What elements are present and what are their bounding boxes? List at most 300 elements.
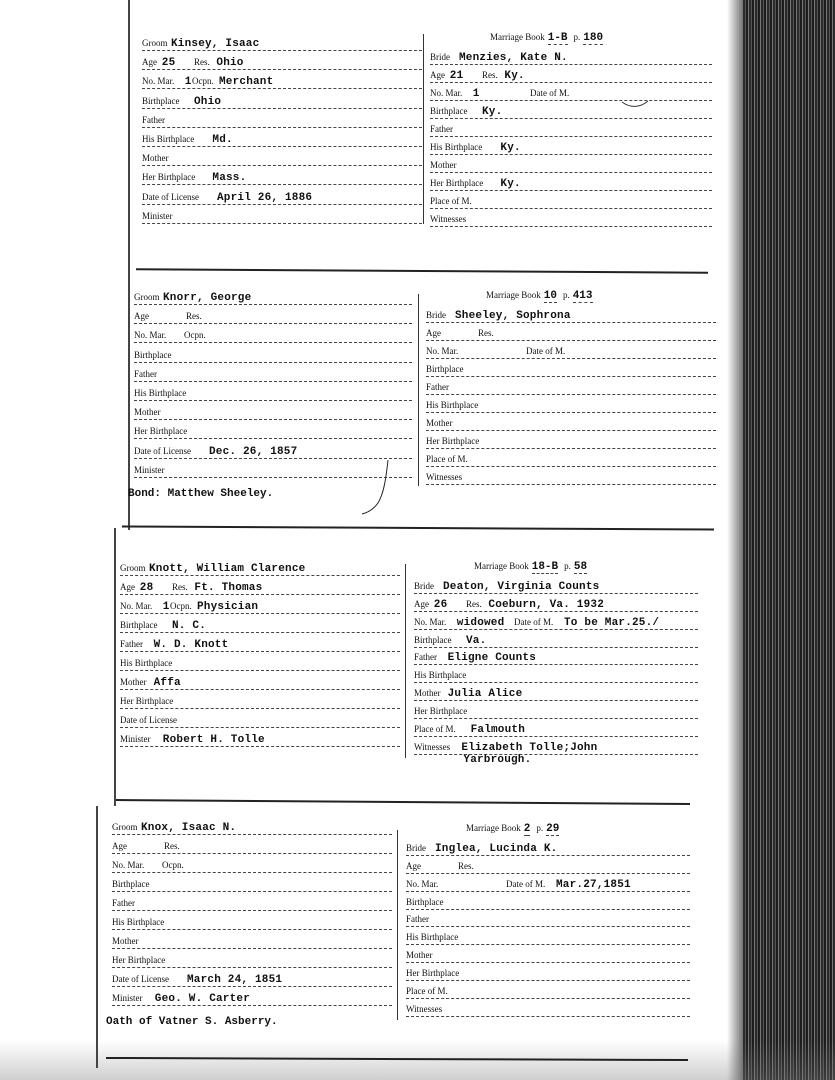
father-label: Father <box>142 114 165 125</box>
her-birthplace-label: Her Birthplace <box>112 955 166 965</box>
place-of-m-label: Place of M. <box>430 196 472 207</box>
pen-stroke <box>620 98 650 110</box>
bride-value: Menzies, Kate N. <box>459 52 568 64</box>
dotted-rule <box>426 376 716 377</box>
her-birthplace-row <box>112 955 392 969</box>
bride-row <box>414 581 698 595</box>
b-his-birthplace-label: His Birthplace <box>414 670 467 681</box>
bride-label: Bride <box>430 52 450 62</box>
place-of-m-row <box>406 986 690 1000</box>
ocpn-value: Merchant <box>219 76 274 89</box>
dotted-rule <box>112 986 392 987</box>
bride-row <box>426 310 716 324</box>
dotted-rule <box>120 708 400 709</box>
b-his-birthplace-value: Ky. <box>500 142 521 155</box>
dotted-rule <box>406 980 690 981</box>
place-of-m-label: Place of M. <box>426 454 468 465</box>
b-her-birthplace-label: Her Birthplace <box>414 706 468 717</box>
minister-label: Minister <box>120 734 151 744</box>
dotted-rule <box>142 165 422 166</box>
his-birthplace-row <box>142 134 422 148</box>
res-value: Ft. Thomas <box>194 582 263 594</box>
b-age-label: Age <box>414 598 429 609</box>
date-of-license-value: Dec. 26, 1857 <box>209 445 298 458</box>
father-row <box>120 639 400 653</box>
dotted-rule <box>426 340 716 341</box>
age-row <box>120 582 400 596</box>
dotted-rule <box>426 412 716 413</box>
bride-row <box>430 52 712 66</box>
pen-stroke <box>358 458 398 518</box>
page-left-rule <box>114 528 116 806</box>
bride-label: Bride <box>426 310 446 320</box>
date-of-license-row <box>112 974 392 988</box>
dotted-rule <box>414 754 698 755</box>
mother-row <box>112 936 392 950</box>
dotted-rule <box>426 358 716 359</box>
b-father-label: Father <box>426 382 449 393</box>
marriage-book-page: 413 <box>572 290 593 302</box>
birthplace-value: N. C. <box>172 620 207 632</box>
dotted-rule <box>134 362 412 363</box>
date-of-license-row <box>120 715 400 729</box>
b-his-birthplace-row <box>430 142 712 156</box>
marriage-book-page: 29 <box>546 823 560 835</box>
dotted-rule <box>134 419 412 420</box>
dotted-rule <box>406 998 690 999</box>
groom-label: Groom <box>134 292 160 302</box>
ocpn-label: Ocpn. <box>184 330 206 341</box>
b-her-birthplace-label: Her Birthplace <box>406 968 460 979</box>
b-her-birthplace-row <box>426 436 716 450</box>
dotted-rule <box>112 948 392 949</box>
b-father-label: Father <box>430 124 453 135</box>
dotted-rule <box>430 64 712 65</box>
b-age-row <box>414 599 698 613</box>
groom-row <box>142 38 422 52</box>
father-label: Father <box>112 898 135 908</box>
marriage-book-label: Marriage Book <box>466 823 521 833</box>
birthplace-label: Birthplace <box>142 95 180 106</box>
page-label: p. <box>564 561 571 571</box>
b-age-label: Age <box>430 70 445 81</box>
date-of-license-row <box>142 192 422 206</box>
b-age-value: 26 <box>433 598 448 611</box>
res-label: Res. <box>194 57 210 68</box>
dotted-rule <box>112 834 392 835</box>
marriage-book-ref <box>490 32 603 44</box>
b-mother-value: Julia Alice <box>447 688 523 701</box>
birthplace-label: Birthplace <box>120 620 158 630</box>
no-mar-row <box>120 601 400 615</box>
dotted-rule <box>430 82 712 83</box>
column-divider <box>405 564 406 758</box>
dotted-rule <box>142 204 422 205</box>
dotted-rule <box>142 223 422 224</box>
mother-label: Mother <box>142 153 169 164</box>
marriage-book-page: 180 <box>583 32 604 44</box>
his-birthplace-row <box>120 658 400 672</box>
mother-label: Mother <box>134 407 161 418</box>
b-father-label: Father <box>414 652 437 663</box>
groom-label: Groom <box>120 563 146 573</box>
dotted-rule <box>112 1005 392 1006</box>
date-of-license-label: Date of License <box>134 445 191 456</box>
birthplace-row <box>112 879 392 893</box>
father-row <box>134 369 412 383</box>
groom-row <box>134 292 412 306</box>
witnesses-value-line2: Yarbrough. <box>463 753 532 766</box>
dotted-rule <box>414 700 698 701</box>
minister-value: Robert H. Tolle <box>162 734 265 746</box>
dotted-rule <box>406 944 690 945</box>
date-of-license-label: Date of License <box>142 191 199 202</box>
no-mar-row <box>134 330 412 344</box>
dotted-rule <box>120 727 400 728</box>
no-mar-label: No. Mar. <box>120 601 153 611</box>
dotted-rule <box>134 381 412 382</box>
her-birthplace-label: Her Birthplace <box>142 172 196 183</box>
birthplace-row <box>142 96 422 110</box>
dotted-rule <box>414 718 698 719</box>
b-her-birthplace-row <box>414 706 698 720</box>
dotted-rule <box>112 910 392 911</box>
dotted-rule <box>430 136 712 137</box>
bride-label: Bride <box>406 843 426 853</box>
mother-label: Mother <box>120 677 147 687</box>
card-separator <box>116 799 690 805</box>
dotted-rule <box>142 127 422 128</box>
b-age-label: Age <box>426 328 441 339</box>
b-res-value: Ky. <box>504 70 525 83</box>
place-of-m-label: Place of M. <box>406 985 448 996</box>
age-row <box>112 841 392 855</box>
witnesses-label: Witnesses <box>426 472 463 483</box>
b-her-birthplace-row <box>430 178 712 192</box>
witnesses-row <box>406 1004 690 1018</box>
date-of-m-value: Mar.27,1851 <box>556 878 631 891</box>
b-father-row <box>406 914 690 928</box>
minister-label: Minister <box>134 464 165 475</box>
marriage-book-number: 2 <box>523 823 531 835</box>
b-no-mar-label: No. Mar. <box>406 878 439 889</box>
dotted-rule <box>112 967 392 968</box>
groom-value: Knott, William Clarence <box>149 563 306 575</box>
date-of-m-value: To be Mar.25./ <box>564 616 660 629</box>
no-mar-value: 1 <box>184 76 192 89</box>
page-left-rule <box>96 806 98 1068</box>
no-mar-row <box>112 860 392 874</box>
b-no-mar-row <box>426 346 716 360</box>
card-separator <box>122 525 714 530</box>
b-age-label: Age <box>406 860 421 871</box>
place-of-m-row <box>414 724 698 738</box>
card-separator <box>136 268 708 273</box>
b-father-row <box>430 124 712 138</box>
dotted-rule <box>134 438 412 439</box>
res-label: Res. <box>164 841 180 851</box>
b-mother-row <box>426 418 716 432</box>
no-mar-label: No. Mar. <box>142 76 175 87</box>
b-birthplace-row <box>406 897 690 911</box>
witnesses-value: Elizabeth Tolle;John <box>461 741 598 754</box>
dotted-rule <box>426 322 716 323</box>
witnesses-row <box>414 741 698 766</box>
b-his-birthplace-row <box>406 932 690 946</box>
birthplace-label: Birthplace <box>134 349 172 360</box>
birthplace-row <box>134 350 412 364</box>
b-her-birthplace-value: Ky. <box>500 178 521 191</box>
dotted-rule <box>426 430 716 431</box>
ocpn-label: Ocpn. <box>192 76 214 87</box>
groom-row <box>112 822 392 836</box>
b-father-label: Father <box>406 914 429 925</box>
marriage-book-page: 58 <box>573 561 588 573</box>
dotted-rule <box>112 929 392 930</box>
date-of-m-label: Date of M. <box>526 346 566 357</box>
place-of-m-label: Place of M. <box>414 723 456 734</box>
minister-label: Minister <box>142 210 173 221</box>
date-of-m-label: Date of M. <box>514 616 554 627</box>
b-mother-label: Mother <box>414 688 441 699</box>
b-birthplace-value: Ky. <box>482 106 503 119</box>
dotted-rule <box>120 746 400 747</box>
dotted-rule <box>120 613 400 614</box>
witnesses-row <box>426 472 716 486</box>
b-age-row <box>430 70 712 84</box>
date-of-m-label: Date of M. <box>530 88 570 99</box>
scan-dark-edge <box>743 0 835 1080</box>
minister-row <box>142 211 422 225</box>
dotted-rule <box>142 184 422 185</box>
b-res-value: Coeburn, Va. 1932 <box>488 598 605 611</box>
ocpn-value: Physician <box>197 601 259 613</box>
birthplace-row <box>120 620 400 634</box>
dotted-rule <box>414 664 698 665</box>
marriage-book-number: 18-B <box>531 561 559 573</box>
birthplace-label: Birthplace <box>112 879 150 889</box>
record-note: Oath of Vatner S. Asberry. <box>106 1016 278 1028</box>
dotted-rule <box>142 108 422 109</box>
no-mar-value: 1 <box>162 601 170 613</box>
date-of-m-label: Date of M. <box>506 878 546 889</box>
date-of-license-value: March 24, 1851 <box>187 974 283 986</box>
father-label: Father <box>120 639 143 649</box>
his-birthplace-row <box>134 388 412 402</box>
b-father-row <box>414 652 698 666</box>
dotted-rule <box>120 632 400 633</box>
b-res-label: Res. <box>482 70 498 81</box>
b-no-mar-label: No. Mar. <box>414 616 447 627</box>
b-her-birthplace-label: Her Birthplace <box>426 436 480 447</box>
place-of-m-row <box>430 196 712 210</box>
dotted-rule <box>426 484 716 485</box>
dotted-rule <box>430 118 712 119</box>
b-mother-row <box>430 160 712 174</box>
dotted-rule <box>120 651 400 652</box>
res-value: Ohio <box>216 57 244 70</box>
groom-value: Knox, Isaac N. <box>141 822 237 834</box>
b-age-row <box>406 861 690 875</box>
her-birthplace-label: Her Birthplace <box>134 426 188 437</box>
mother-row <box>134 407 412 421</box>
minister-value: Geo. W. Carter <box>154 993 251 1005</box>
groom-value: Kinsey, Isaac <box>171 38 260 50</box>
her-birthplace-label: Her Birthplace <box>120 696 174 706</box>
b-birthplace-value: Va. <box>466 634 487 647</box>
dotted-rule <box>426 466 716 467</box>
minister-row <box>120 734 400 748</box>
dotted-rule <box>414 593 698 594</box>
dotted-rule <box>134 400 412 401</box>
b-his-birthplace-label: His Birthplace <box>430 142 483 153</box>
dotted-rule <box>430 226 712 227</box>
dotted-rule <box>112 872 392 873</box>
page-left-rule <box>128 0 130 530</box>
marriage-book-label: Marriage Book <box>486 290 541 300</box>
place-of-m-value: Falmouth <box>470 723 526 736</box>
date-of-license-value: April 26, 1886 <box>217 191 313 204</box>
witnesses-label: Witnesses <box>430 214 467 225</box>
dotted-rule <box>414 629 698 630</box>
witnesses-label: Witnesses <box>414 741 451 752</box>
dotted-rule <box>406 855 690 856</box>
b-no-mar-value: widowed <box>456 616 505 629</box>
page-label: p. <box>573 32 581 42</box>
dotted-rule <box>430 208 712 209</box>
b-res-label: Res. <box>466 598 482 609</box>
dotted-rule <box>120 670 400 671</box>
b-father-value: Eligne Counts <box>447 652 537 665</box>
marriage-book-ref <box>474 561 587 573</box>
mother-value: Affa <box>153 677 181 689</box>
dotted-rule <box>414 736 698 737</box>
age-label: Age <box>142 57 157 68</box>
no-mar-label: No. Mar. <box>112 860 145 870</box>
marriage-book-ref <box>466 823 559 835</box>
bride-row <box>406 843 690 857</box>
b-mother-label: Mother <box>406 950 433 961</box>
age-label: Age <box>112 841 127 851</box>
res-label: Res. <box>186 311 202 322</box>
no-mar-row <box>142 76 422 90</box>
ocpn-label: Ocpn. <box>170 601 192 611</box>
b-birthplace-row <box>426 364 716 378</box>
b-age-row <box>426 328 716 342</box>
dotted-rule <box>406 1016 690 1017</box>
column-divider <box>397 830 398 1020</box>
b-no-mar-label: No. Mar. <box>426 346 459 357</box>
his-birthplace-row <box>112 917 392 931</box>
b-his-birthplace-label: His Birthplace <box>426 400 479 411</box>
dotted-rule <box>414 647 698 648</box>
b-her-birthplace-label: Her Birthplace <box>430 178 484 189</box>
father-value: W. D. Knott <box>153 639 229 651</box>
bride-value: Inglea, Lucinda K. <box>435 843 558 855</box>
b-mother-label: Mother <box>430 160 457 171</box>
b-birthplace-label: Birthplace <box>406 896 444 907</box>
marriage-book-number: 1-B <box>547 32 568 44</box>
dotted-rule <box>142 88 422 89</box>
her-birthplace-value: Mass. <box>212 172 247 185</box>
father-row <box>112 898 392 912</box>
dotted-rule <box>112 891 392 892</box>
b-birthplace-row <box>414 635 698 649</box>
dotted-rule <box>426 448 716 449</box>
marriage-book-number: 10 <box>543 290 557 302</box>
b-no-mar-label: No. Mar. <box>430 88 463 99</box>
dotted-rule <box>430 154 712 155</box>
b-no-mar-row <box>406 879 690 893</box>
dotted-rule <box>406 909 690 910</box>
dotted-rule <box>134 342 412 343</box>
ocpn-label: Ocpn. <box>162 860 184 870</box>
age-label: Age <box>120 582 135 592</box>
b-mother-row <box>414 688 698 702</box>
her-birthplace-row <box>120 696 400 710</box>
mother-row <box>142 153 422 167</box>
b-his-birthplace-label: His Birthplace <box>406 932 459 943</box>
mother-row <box>120 677 400 691</box>
father-label: Father <box>134 368 157 379</box>
dotted-rule <box>406 873 690 874</box>
minister-row <box>112 993 392 1007</box>
b-birthplace-label: Birthplace <box>414 634 452 645</box>
bride-label: Bride <box>414 581 434 591</box>
no-mar-label: No. Mar. <box>134 330 167 341</box>
bride-value: Sheeley, Sophrona <box>455 310 571 322</box>
dotted-rule <box>142 146 422 147</box>
dotted-rule <box>414 611 698 612</box>
b-res-label: Res. <box>478 328 494 339</box>
dotted-rule <box>430 190 712 191</box>
her-birthplace-row <box>142 172 422 186</box>
date-of-license-label: Date of License <box>112 974 169 984</box>
record-note: Bond: Matthew Sheeley. <box>128 488 274 500</box>
place-of-m-row <box>426 454 716 468</box>
witnesses-label: Witnesses <box>406 1003 443 1014</box>
witnesses-row <box>430 214 712 228</box>
b-his-birthplace-row <box>426 400 716 414</box>
b-his-birthplace-row <box>414 670 698 684</box>
groom-label: Groom <box>142 38 168 48</box>
b-no-mar-row <box>430 88 712 102</box>
marriage-book-ref <box>486 290 593 302</box>
b-birthplace-row <box>430 106 712 120</box>
dotted-rule <box>134 304 412 305</box>
dotted-rule <box>406 962 690 963</box>
minister-label: Minister <box>112 993 143 1003</box>
mother-label: Mother <box>112 936 139 946</box>
b-no-mar-row <box>414 617 698 631</box>
b-her-birthplace-row <box>406 968 690 982</box>
his-birthplace-label: His Birthplace <box>120 658 173 668</box>
dotted-rule <box>120 689 400 690</box>
res-label: Res. <box>172 582 188 592</box>
page-label: p. <box>536 823 544 833</box>
age-value: 25 <box>161 57 176 70</box>
b-no-mar-value: 1 <box>472 88 480 101</box>
dotted-rule <box>406 891 690 892</box>
groom-value: Knorr, George <box>163 292 252 304</box>
column-divider <box>423 34 424 224</box>
dotted-rule <box>430 172 712 173</box>
his-birthplace-label: His Birthplace <box>112 917 165 927</box>
groom-label: Groom <box>112 822 138 832</box>
father-row <box>142 115 422 129</box>
column-divider <box>418 294 419 486</box>
dotted-rule <box>112 853 392 854</box>
